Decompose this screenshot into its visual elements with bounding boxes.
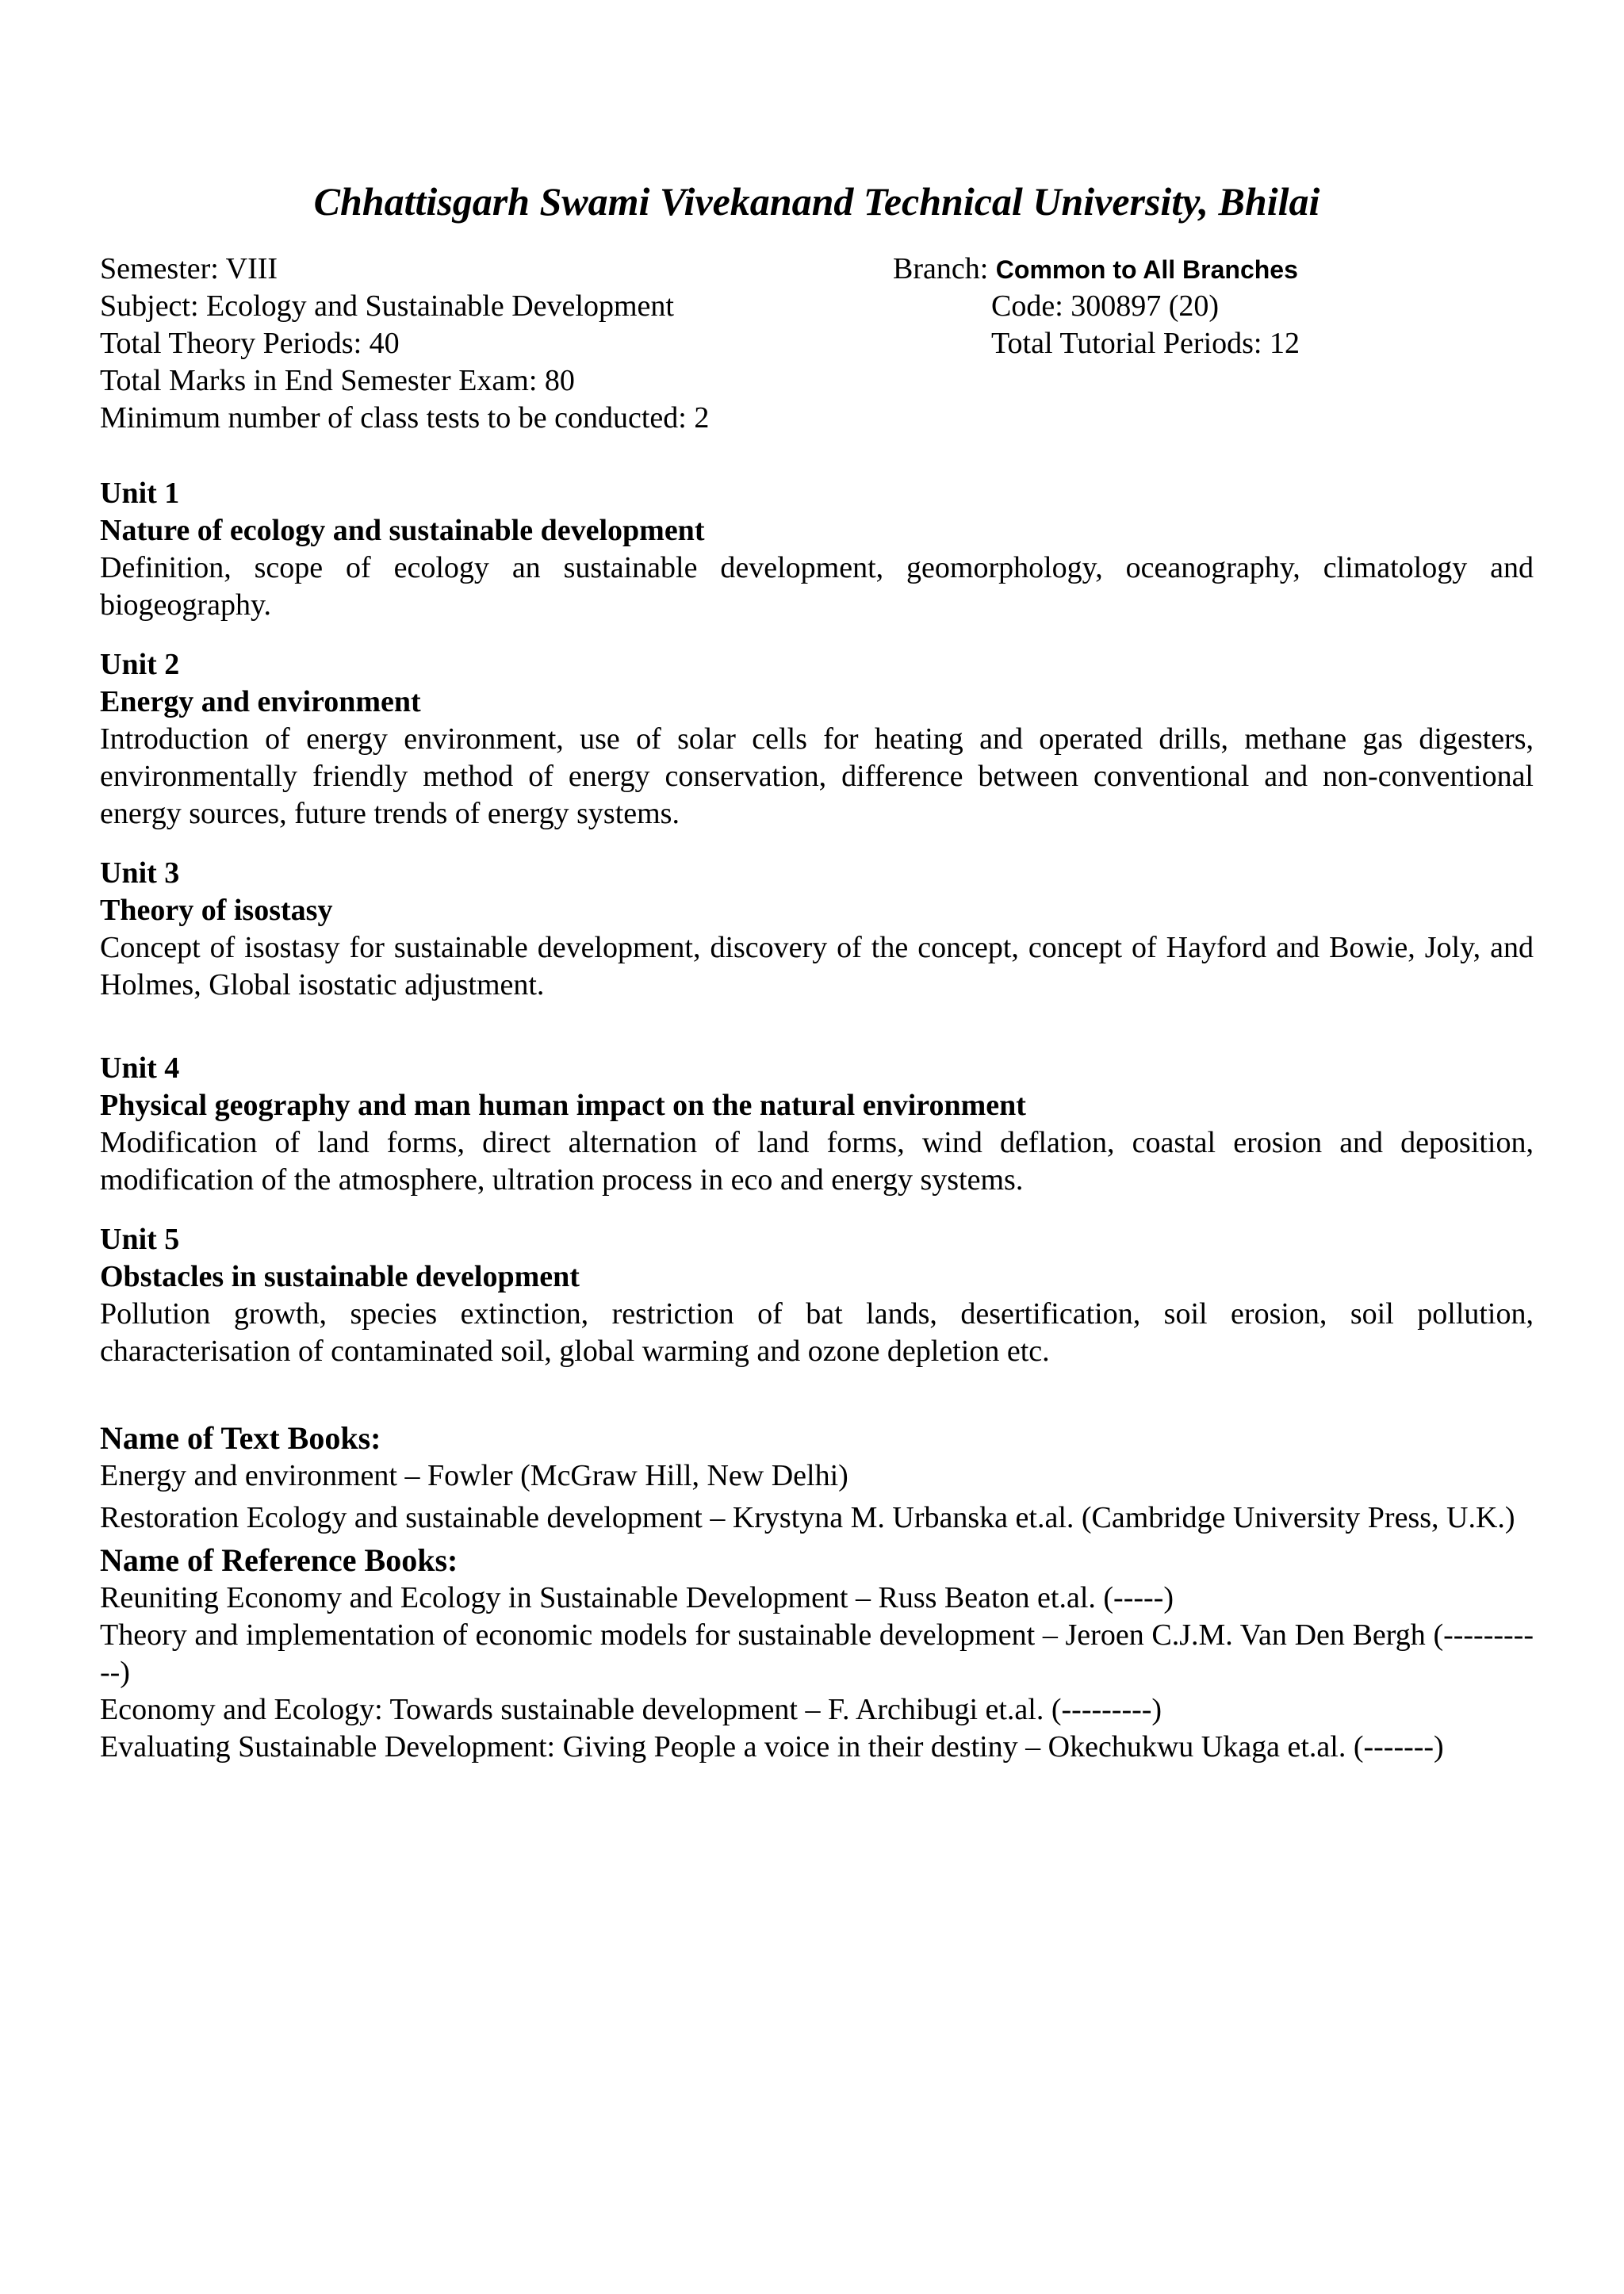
unit-label: Unit 5 (100, 1223, 180, 1256)
unit-label: Unit 2 (100, 648, 180, 681)
meta-row-2 (100, 288, 1534, 325)
text-books-section (100, 1419, 1534, 1537)
subject-text: Subject: Ecology and Sustainable Development (100, 289, 674, 323)
unit-section-5 (100, 1221, 1534, 1370)
branch-label: Branch: (893, 252, 996, 285)
reference-books-title: Name of Reference Books: (100, 1542, 458, 1578)
unit-section-3 (100, 855, 1534, 1004)
syllabus-page (100, 176, 1534, 1766)
semester-text: Semester: VIII (100, 252, 278, 285)
unit-heading: Energy and environment (100, 685, 421, 718)
unit-heading: Nature of ecology and sustainable development (100, 514, 705, 547)
reference-book-item: Reuniting Economy and Ecology in Sustainable Development – Russ Beaton et.al. (-----) (100, 1581, 1174, 1614)
unit-label: Unit 3 (100, 856, 180, 890)
unit-text: Modification of land forms, direct alternation of land forms, wind deflation, coastal erosion and deposition, modification of the atmosphere, ultration process in eco and energy systems. (100, 1126, 1534, 1197)
meta-row-4 (100, 362, 1534, 400)
branch-text (893, 251, 1298, 289)
reference-books-section (100, 1541, 1534, 1766)
unit-section-4 (100, 1050, 1534, 1199)
meta-row-3 (100, 325, 1534, 362)
unit-section-1 (100, 475, 1534, 624)
tutorial-periods-text: Total Tutorial Periods: 12 (991, 327, 1300, 360)
branch-value: Common to All Branches (995, 255, 1298, 284)
min-tests-text: Minimum number of class tests to be conducted: 2 (100, 401, 710, 435)
total-marks-text: Total Marks in End Semester Exam: 80 (100, 364, 575, 397)
reference-book-item: Theory and implementation of economic models for sustainable development – Jeroen C.J.M. Van Den Bergh (-----------) (100, 1618, 1534, 1689)
unit-text: Concept of isostasy for sustainable development, discovery of the concept, concept of Hayford and Bowie, Joly, and Holmes, Global isostatic adjustment. (100, 931, 1534, 1001)
unit-heading: Theory of isostasy (100, 894, 333, 927)
reference-book-item: Economy and Ecology: Towards sustainable development – F. Archibugi et.al. (---------) (100, 1693, 1162, 1726)
meta-row-5 (100, 400, 1534, 437)
meta-row-1 (100, 251, 1534, 288)
unit-label: Unit 4 (100, 1051, 180, 1085)
course-meta (100, 251, 1534, 437)
theory-periods-text: Total Theory Periods: 40 (100, 327, 400, 360)
unit-heading: Physical geography and man human impact on the natural environment (100, 1089, 1026, 1122)
text-books-title: Name of Text Books: (100, 1420, 381, 1456)
university-title: Chhattisgarh Swami Vivekanand Technical University, Bhilai (313, 179, 1320, 224)
text-book-item: Restoration Ecology and sustainable development – Krystyna M. Urbanska et.al. (Cambridge University Press, U.K.) (100, 1501, 1515, 1534)
unit-text: Pollution growth, species extinction, restriction of bat lands, desertification, soil erosion, soil pollution, characterisation of contaminated soil, global warming and ozone depletion etc. (100, 1297, 1534, 1368)
unit-label: Unit 1 (100, 477, 180, 510)
text-book-item: Energy and environment – Fowler (McGraw Hill, New Delhi) (100, 1459, 848, 1492)
reference-book-item: Evaluating Sustainable Development: Giving People a voice in their destiny – Okechukwu Ukaga et.al. (-------) (100, 1730, 1444, 1764)
code-text: Code: 300897 (20) (991, 289, 1220, 323)
unit-text: Definition, scope of ecology an sustainable development, geomorphology, oceanography, climatology and biogeography. (100, 551, 1534, 622)
unit-section-2 (100, 646, 1534, 833)
unit-heading: Obstacles in sustainable development (100, 1260, 580, 1293)
unit-text: Introduction of energy environment, use of solar cells for heating and operated drills, methane gas digesters, environmentally friendly method of energy conservation, difference between conventional and non-conventional energy sources, future trends of energy systems. (100, 722, 1534, 830)
